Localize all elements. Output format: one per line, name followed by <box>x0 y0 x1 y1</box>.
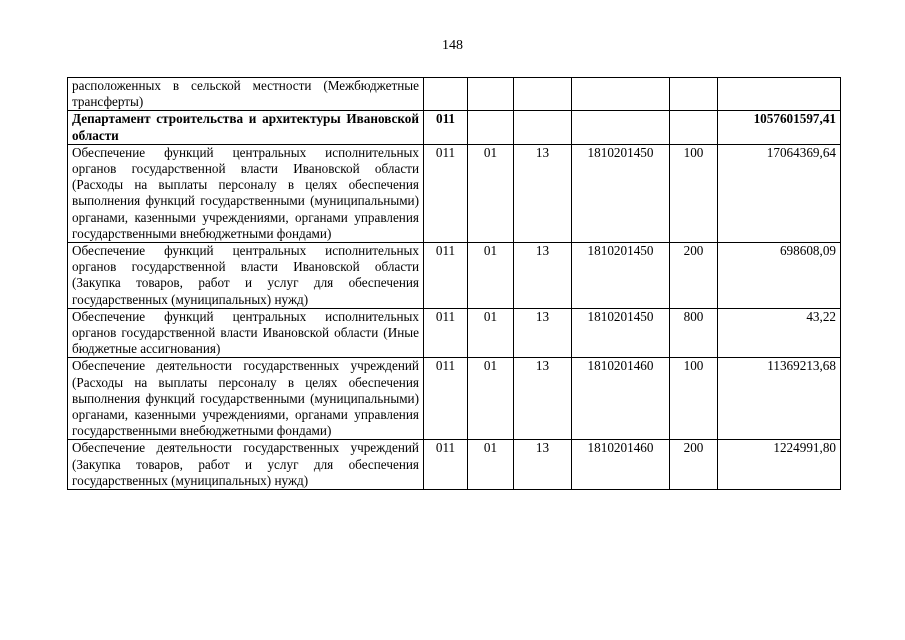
expense-type-code: 800 <box>670 308 718 358</box>
target-article-code: 1810201460 <box>572 358 670 440</box>
table-row <box>68 308 841 358</box>
ministry-code: 011 <box>424 440 468 490</box>
expense-type-code <box>670 78 718 111</box>
target-article-code: 1810201460 <box>572 440 670 490</box>
section-code: 01 <box>468 358 514 440</box>
amount: 43,22 <box>718 308 841 358</box>
section-code: 01 <box>468 308 514 358</box>
target-article-code: 1810201450 <box>572 144 670 242</box>
section-code: 01 <box>468 144 514 242</box>
target-article-code <box>572 111 670 144</box>
target-article-code: 1810201450 <box>572 243 670 309</box>
section-code: 01 <box>468 243 514 309</box>
section-code: 01 <box>468 440 514 490</box>
expense-type-code <box>670 111 718 144</box>
subsection-code: 13 <box>514 144 572 242</box>
expense-type-code: 100 <box>670 358 718 440</box>
page-number: 148 <box>442 38 463 53</box>
amount <box>718 78 841 111</box>
row-description: Обеспечение функций центральных исполнительных органов государственной власти Ивановской области (Расходы на выплаты персоналу в целях обеспечения выполнения функций государственными (муниципальными) органами, казенными учреждениями, органами управления государственными внебюджетными фондами) <box>68 144 424 242</box>
target-article-code <box>572 78 670 111</box>
ministry-code: 011 <box>424 111 468 144</box>
table-row <box>68 440 841 490</box>
table-row <box>68 78 841 111</box>
ministry-code: 011 <box>424 358 468 440</box>
ministry-code: 011 <box>424 144 468 242</box>
subsection-code: 13 <box>514 358 572 440</box>
row-description: Обеспечение деятельности государственных учреждений (Расходы на выплаты персоналу в целях обеспечения выполнения функций государственными (муниципальными) органами, казенными учреждениями, органами управления государственными внебюджетными фондами) <box>68 358 424 440</box>
amount: 17064369,64 <box>718 144 841 242</box>
table-row <box>68 243 841 309</box>
ministry-code <box>424 78 468 111</box>
table-row <box>68 144 841 242</box>
expense-type-code: 200 <box>670 440 718 490</box>
section-code <box>468 111 514 144</box>
row-description: Обеспечение функций центральных исполнительных органов государственной власти Ивановской области (Закупка товаров, работ и услуг для обеспечения государственных (муниципальных) нужд) <box>68 243 424 309</box>
expense-type-code: 100 <box>670 144 718 242</box>
amount: 11369213,68 <box>718 358 841 440</box>
amount: 1057601597,41 <box>718 111 841 144</box>
subsection-code <box>514 111 572 144</box>
expense-type-code: 200 <box>670 243 718 309</box>
amount: 1224991,80 <box>718 440 841 490</box>
subsection-code: 13 <box>514 243 572 309</box>
row-description: расположенных в сельской местности (Межбюджетные трансферты) <box>68 78 424 111</box>
subsection-code: 13 <box>514 308 572 358</box>
table-row <box>68 111 841 144</box>
row-description: Обеспечение функций центральных исполнительных органов государственной власти Ивановской области (Иные бюджетные ассигнования) <box>68 308 424 358</box>
ministry-code: 011 <box>424 243 468 309</box>
amount: 698608,09 <box>718 243 841 309</box>
subsection-code: 13 <box>514 440 572 490</box>
table-row <box>68 358 841 440</box>
budget-table <box>67 77 841 490</box>
section-code <box>468 78 514 111</box>
ministry-code: 011 <box>424 308 468 358</box>
subsection-code <box>514 78 572 111</box>
target-article-code: 1810201450 <box>572 308 670 358</box>
row-description: Департамент строительства и архитектуры Ивановской области <box>68 111 424 144</box>
row-description: Обеспечение деятельности государственных учреждений (Закупка товаров, работ и услуг для обеспечения государственных (муниципальных) нужд) <box>68 440 424 490</box>
